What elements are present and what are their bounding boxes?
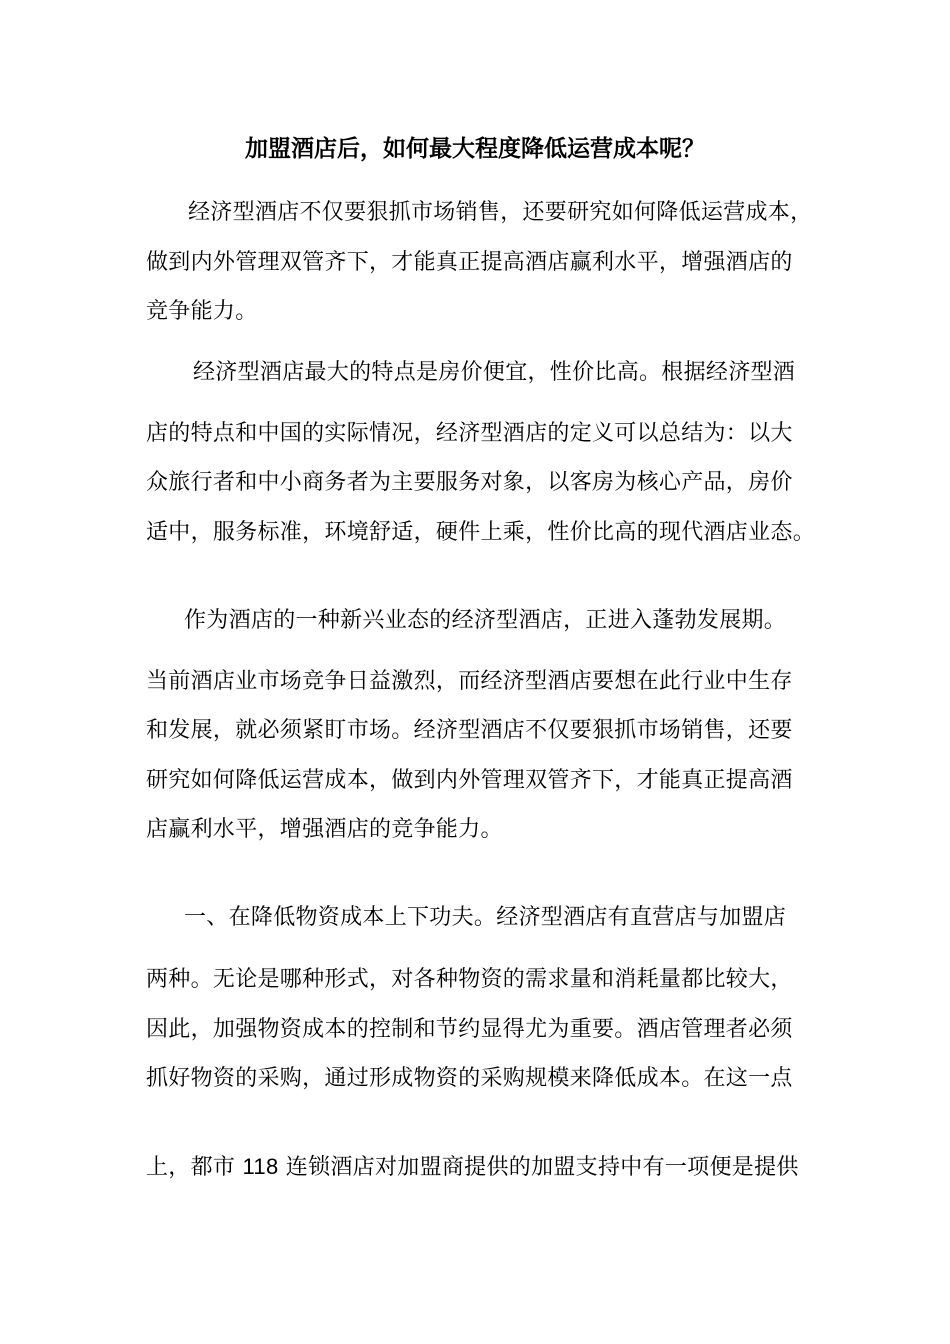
paragraph-line: 经济型酒店最大的特点是房价便宜，性价比高。根据经济型酒 xyxy=(193,360,796,385)
line-text-after: 连锁酒店对加盟商提供的加盟支持中有一项便是提供 xyxy=(278,1155,799,1180)
page-title: 加盟酒店后，如何最大程度降低运营成本呢？ xyxy=(245,135,705,162)
line-text-before: 上，都市 xyxy=(146,1155,243,1180)
paragraph-line: 经济型酒店不仅要狠抓市场销售，还要研究如何降低运营成本， xyxy=(188,200,813,225)
paragraph-line: 和发展，就必须紧盯市场。经济型酒店不仅要狠抓市场销售，还要 xyxy=(146,718,793,743)
paragraph-line: 作为酒店的一种新兴业态的经济型酒店，正进入蓬勃发展期。 xyxy=(184,608,787,633)
paragraph-line: 一、在降低物资成本上下功夫。经济型酒店有直营店与加盟店 xyxy=(184,905,787,930)
paragraph-line: 众旅行者和中小商务者为主要服务对象，以客房为核心产品，房价 xyxy=(146,470,793,495)
paragraph-line: 两种。无论是哪种形式，对各种物资的需求量和消耗量都比较大， xyxy=(146,967,793,992)
paragraph-line: 抓好物资的采购，通过形成物资的采购规模来降低成本。在这一点 xyxy=(146,1066,793,1091)
paragraph-line: 因此，加强物资成本的控制和节约显得尤为重要。酒店管理者必须 xyxy=(146,1017,793,1042)
paragraph-line: 当前酒店业市场竞争日益激烈，而经济型酒店要想在此行业中生存 xyxy=(146,669,793,694)
paragraph-line: 研究如何降低运营成本，做到内外管理双管齐下，才能真正提高酒 xyxy=(146,768,793,793)
paragraph-line: 店的特点和中国的实际情况，经济型酒店的定义可以总结为：以大 xyxy=(146,421,793,446)
paragraph-line: 做到内外管理双管齐下，才能真正提高酒店赢利水平，增强酒店的 xyxy=(146,250,793,275)
paragraph-line: 竞争能力。 xyxy=(146,299,258,324)
paragraph-line: 店赢利水平，增强酒店的竞争能力。 xyxy=(146,817,503,842)
paragraph-line xyxy=(146,1152,799,1183)
paragraph-line: 适中，服务标准，环境舒适，硬件上乘，性价比高的现代酒店业态。 xyxy=(146,520,816,545)
chain-number: 118 xyxy=(242,1154,279,1179)
